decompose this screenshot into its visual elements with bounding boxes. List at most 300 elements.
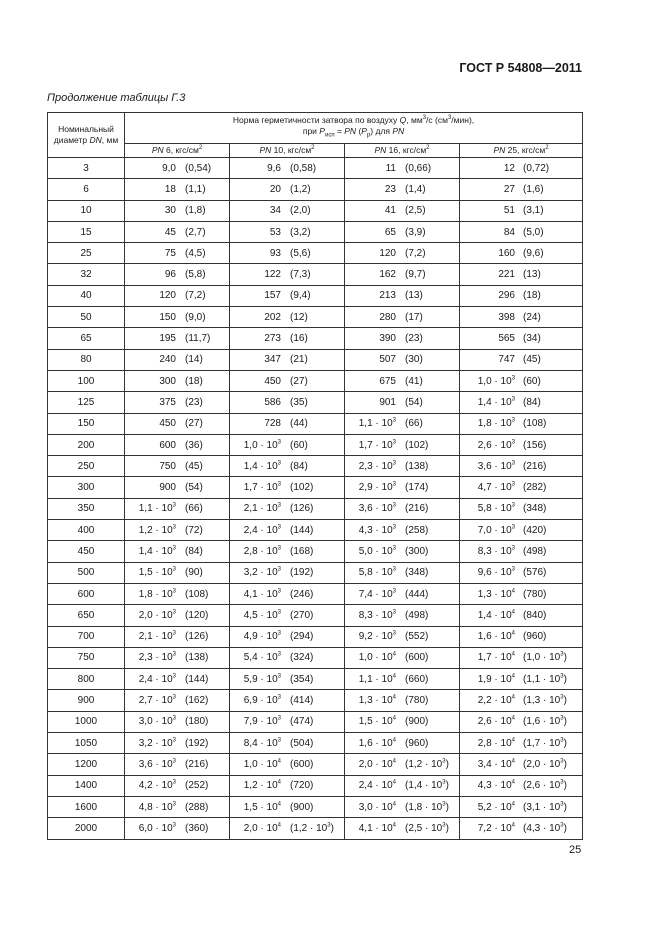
value-cell <box>125 626 230 647</box>
value-cell <box>345 413 460 434</box>
dn-cell: 350 <box>48 498 125 519</box>
table-row <box>48 796 583 817</box>
flow-cm3min: (84) <box>185 545 203 557</box>
table-row <box>48 264 583 285</box>
flow-mm3s: 450 <box>159 418 176 430</box>
value-cell <box>345 754 460 775</box>
table-row <box>48 413 583 434</box>
table-row <box>48 775 583 796</box>
flow-mm3s: $1,9 \cdot 10^4$ <box>477 673 515 685</box>
value-cell <box>125 818 230 839</box>
value-cell <box>460 711 583 732</box>
value-cell <box>460 221 583 242</box>
dn-cell: 500 <box>48 562 125 583</box>
value-cell <box>230 307 345 328</box>
value-cell <box>460 200 583 221</box>
value-cell <box>125 392 230 413</box>
flow-cm3min: (27) <box>290 375 308 387</box>
flow-mm3s: $7,0 \cdot 10^3$ <box>477 524 515 536</box>
value-cell <box>345 711 460 732</box>
flow-mm3s: 213 <box>379 290 396 302</box>
dn-cell: 250 <box>48 456 125 477</box>
table-row <box>48 243 583 264</box>
flow-mm3s: 12 <box>503 162 515 174</box>
table-row <box>48 562 583 583</box>
flow-cm3min: (44) <box>290 418 308 430</box>
flow-mm3s: $7,4 \cdot 10^3$ <box>358 588 396 600</box>
flow-cm3min: (324) <box>290 652 314 664</box>
value-cell <box>460 456 583 477</box>
dn-cell: 25 <box>48 243 125 264</box>
value-cell <box>230 264 345 285</box>
flow-mm3s: $5,9 \cdot 10^3$ <box>243 673 281 685</box>
flow-mm3s: 30 <box>164 205 176 217</box>
flow-mm3s: $4,7 \cdot 10^3$ <box>477 481 515 494</box>
flow-cm3min: (66) <box>185 503 203 515</box>
value-cell <box>345 583 460 604</box>
flow-cm3min: (45) <box>523 354 541 366</box>
flow-cm3min: (60) <box>290 439 308 451</box>
value-cell <box>125 541 230 562</box>
value-cell <box>125 307 230 328</box>
flow-cm3min: (0,54) <box>185 162 212 174</box>
table-row <box>48 498 583 519</box>
value-cell <box>460 434 583 455</box>
value-cell <box>230 200 345 221</box>
flow-mm3s: 20 <box>269 183 281 195</box>
flow-cm3min: $(1,8 \cdot 10^3)$ <box>405 801 449 813</box>
flow-cm3min: (21) <box>290 354 308 366</box>
flow-cm3min: (180) <box>185 716 209 728</box>
column-header-pn25: PN 25, кгс/$см^2$ <box>460 144 583 158</box>
flow-mm3s: $1,3 \cdot 10^4$ <box>358 694 396 707</box>
value-cell <box>230 434 345 455</box>
value-cell <box>345 328 460 349</box>
flow-cm3min: $(1,4 \cdot 10^3)$ <box>405 779 449 792</box>
table-continuation-caption: Продолжение таблицы Г.3 <box>47 92 186 104</box>
value-cell <box>345 221 460 242</box>
value-cell <box>460 179 583 200</box>
flow-cm3min: (156) <box>523 439 547 451</box>
dn-cell: 700 <box>48 626 125 647</box>
flow-mm3s: $4,3 \cdot 10^3$ <box>358 524 396 536</box>
flow-cm3min: (7,3) <box>290 269 311 281</box>
flow-mm3s: $2,4 \cdot 10^3$ <box>138 673 176 685</box>
flow-mm3s: $1,4 \cdot 10^3$ <box>138 545 176 557</box>
flow-mm3s: 273 <box>264 333 281 345</box>
flow-cm3min: (102) <box>405 439 429 451</box>
value-cell <box>230 179 345 200</box>
flow-mm3s: 41 <box>384 205 396 217</box>
flow-cm3min: (414) <box>290 695 314 707</box>
flow-mm3s: 195 <box>159 333 176 345</box>
value-cell <box>230 413 345 434</box>
value-cell <box>460 541 583 562</box>
flow-mm3s: 150 <box>159 311 176 323</box>
flow-cm3min: (282) <box>523 482 547 494</box>
flow-cm3min: (13) <box>405 290 423 302</box>
flow-cm3min: $(1,2 \cdot 10^3)$ <box>405 758 449 770</box>
table-row <box>48 733 583 754</box>
value-cell <box>460 328 583 349</box>
dn-cell: 600 <box>48 583 125 604</box>
flow-cm3min: (900) <box>290 801 314 813</box>
dn-cell: 450 <box>48 541 125 562</box>
flow-cm3min: (84) <box>523 396 541 408</box>
value-cell <box>230 349 345 370</box>
value-cell <box>125 200 230 221</box>
flow-cm3min: $(2,6 \cdot 10^3)$ <box>523 779 567 792</box>
flow-cm3min: (216) <box>523 460 547 472</box>
flow-cm3min: (120) <box>185 609 209 621</box>
dn-cell: 10 <box>48 200 125 221</box>
value-cell <box>125 370 230 391</box>
flow-mm3s: 202 <box>264 311 281 323</box>
flow-mm3s: $1,6 \cdot 10^4$ <box>358 737 396 749</box>
flow-mm3s: $3,6 \cdot 10^3$ <box>477 460 515 472</box>
value-cell <box>460 733 583 754</box>
value-cell <box>230 711 345 732</box>
flow-mm3s: $1,5 \cdot 10^4$ <box>243 801 281 813</box>
value-cell <box>345 158 460 179</box>
flow-cm3min: (576) <box>523 567 547 579</box>
dn-cell: 6 <box>48 179 125 200</box>
dn-cell: 750 <box>48 647 125 668</box>
table-row <box>48 541 583 562</box>
flow-mm3s: 122 <box>264 269 281 281</box>
flow-cm3min: (168) <box>290 545 314 557</box>
flow-cm3min: (102) <box>290 482 314 494</box>
dn-cell: 65 <box>48 328 125 349</box>
flow-cm3min: (1,6) <box>523 183 544 195</box>
flow-mm3s: $2,3 \cdot 10^3$ <box>138 652 176 664</box>
value-cell <box>345 392 460 413</box>
dn-cell: 40 <box>48 285 125 306</box>
value-cell <box>345 541 460 562</box>
flow-cm3min: (444) <box>405 588 429 600</box>
flow-mm3s: 84 <box>503 226 515 238</box>
flow-cm3min: (780) <box>405 695 429 707</box>
flow-cm3min: (18) <box>523 290 541 302</box>
flow-cm3min: (840) <box>523 609 547 621</box>
value-cell <box>230 328 345 349</box>
table-row <box>48 647 583 668</box>
flow-cm3min: (9,0) <box>185 311 206 323</box>
flow-mm3s: $1,8 \cdot 10^3$ <box>477 417 515 430</box>
flow-mm3s: $2,0 \cdot 10^3$ <box>138 609 176 621</box>
value-cell <box>460 562 583 583</box>
flow-cm3min: (23) <box>405 333 423 345</box>
flow-cm3min: (35) <box>290 396 308 408</box>
flow-cm3min: $(2,5 \cdot 10^3)$ <box>405 822 449 834</box>
value-cell <box>345 434 460 455</box>
value-cell <box>230 818 345 839</box>
flow-cm3min: (126) <box>185 631 209 643</box>
flow-cm3min: (1,2) <box>290 183 311 195</box>
flow-cm3min: (174) <box>405 482 429 494</box>
dn-cell: 200 <box>48 434 125 455</box>
flow-cm3min: (3,1) <box>523 205 544 217</box>
table-row <box>48 583 583 604</box>
value-cell <box>460 605 583 626</box>
flow-mm3s: $1,8 \cdot 10^3$ <box>138 588 176 600</box>
value-cell <box>230 370 345 391</box>
flow-cm3min: (3,2) <box>290 226 311 238</box>
flow-mm3s: 120 <box>379 247 396 259</box>
table-row <box>48 456 583 477</box>
value-cell <box>230 158 345 179</box>
flow-mm3s: $1,0 \cdot 10^4$ <box>358 652 396 664</box>
document-code: ГОСТ Р 54808—2011 <box>459 61 582 75</box>
dn-cell: 1000 <box>48 711 125 732</box>
flow-cm3min: (2,7) <box>185 226 206 238</box>
flow-mm3s: $1,3 \cdot 10^4$ <box>477 588 515 600</box>
flow-mm3s: 93 <box>269 247 281 259</box>
value-cell <box>460 626 583 647</box>
value-cell <box>230 669 345 690</box>
value-cell <box>230 775 345 796</box>
flow-mm3s: 900 <box>159 482 176 494</box>
value-cell <box>230 647 345 668</box>
flow-mm3s: $1,7 \cdot 10^3$ <box>358 439 396 451</box>
flow-mm3s: 901 <box>379 396 396 408</box>
flow-cm3min: (90) <box>185 567 203 579</box>
flow-cm3min: (9,4) <box>290 290 311 302</box>
flow-mm3s: 157 <box>264 290 281 302</box>
value-cell <box>125 775 230 796</box>
flow-cm3min: (144) <box>185 673 209 685</box>
flow-mm3s: $4,9 \cdot 10^3$ <box>243 630 281 643</box>
flow-cm3min: $(1,1 \cdot 10^3)$ <box>523 673 567 685</box>
flow-cm3min: (18) <box>185 375 203 387</box>
flow-cm3min: (270) <box>290 609 314 621</box>
table-row <box>48 626 583 647</box>
flow-mm3s: 240 <box>159 354 176 366</box>
flow-cm3min: (960) <box>523 631 547 643</box>
flow-mm3s: $2,4 \cdot 10^3$ <box>243 524 281 536</box>
value-cell <box>460 754 583 775</box>
value-cell <box>125 647 230 668</box>
value-cell <box>460 520 583 541</box>
flow-mm3s: $2,3 \cdot 10^3$ <box>358 460 396 472</box>
flow-cm3min: (3,9) <box>405 226 426 238</box>
value-cell <box>345 307 460 328</box>
flow-cm3min: (0,66) <box>405 162 432 174</box>
page-number: 25 <box>569 844 582 856</box>
value-cell <box>125 477 230 498</box>
dn-cell: 32 <box>48 264 125 285</box>
flow-mm3s: $3,0 \cdot 10^4$ <box>358 801 396 813</box>
table-body <box>48 158 583 840</box>
flow-mm3s: $1,1 \cdot 10^3$ <box>138 503 176 515</box>
value-cell <box>230 221 345 242</box>
flow-cm3min: (7,2) <box>185 290 206 302</box>
dn-cell: 125 <box>48 392 125 413</box>
value-cell <box>345 200 460 221</box>
flow-cm3min: (14) <box>185 354 203 366</box>
flow-cm3min: (2,5) <box>405 205 426 217</box>
value-cell <box>460 796 583 817</box>
table-row <box>48 520 583 541</box>
flow-cm3min: (11,7) <box>185 333 211 345</box>
table-row <box>48 200 583 221</box>
column-group-header: Норма герметичности затвора по воздуху Q, $мм^3/с$ $(см^3/мин)$, при $P_{исп}$ = PN $(P_р)$ для PN <box>125 113 583 144</box>
flow-cm3min: (288) <box>185 801 209 813</box>
flow-mm3s: $1,0 \cdot 10^3$ <box>477 375 515 387</box>
table-row <box>48 690 583 711</box>
flow-mm3s: $4,1 \cdot 10^4$ <box>358 822 396 834</box>
value-cell <box>125 243 230 264</box>
flow-cm3min: (7,2) <box>405 247 426 259</box>
table-row <box>48 307 583 328</box>
flow-cm3min: (108) <box>185 588 209 600</box>
dn-cell: 3 <box>48 158 125 179</box>
flow-mm3s: $1,2 \cdot 10^4$ <box>243 779 281 792</box>
flow-mm3s: $9,6 \cdot 10^3$ <box>477 566 515 579</box>
value-cell <box>125 221 230 242</box>
flow-mm3s: $5,2 \cdot 10^4$ <box>477 801 515 813</box>
flow-cm3min: (41) <box>405 375 423 387</box>
flow-cm3min: (192) <box>185 737 209 749</box>
value-cell <box>345 179 460 200</box>
flow-cm3min: (552) <box>405 631 429 643</box>
flow-cm3min: (246) <box>290 588 314 600</box>
flow-cm3min: $(1,6 \cdot 10^3)$ <box>523 716 567 728</box>
flow-mm3s: 9,0 <box>162 162 176 174</box>
flow-cm3min: $(1,3 \cdot 10^3)$ <box>523 694 567 707</box>
value-cell <box>345 370 460 391</box>
flow-cm3min: (108) <box>523 418 547 430</box>
value-cell <box>230 541 345 562</box>
flow-mm3s: 45 <box>164 226 176 238</box>
dn-cell: 1400 <box>48 775 125 796</box>
value-cell <box>460 349 583 370</box>
value-cell <box>345 690 460 711</box>
value-cell <box>460 477 583 498</box>
flow-mm3s: $2,9 \cdot 10^3$ <box>358 481 396 494</box>
value-cell <box>345 498 460 519</box>
flow-mm3s: $2,0 \cdot 10^4$ <box>358 758 396 770</box>
flow-cm3min: (30) <box>405 354 423 366</box>
flow-cm3min: (216) <box>185 758 209 770</box>
dn-cell: 1050 <box>48 733 125 754</box>
flow-mm3s: 75 <box>164 247 176 259</box>
flow-mm3s: $3,6 \cdot 10^3$ <box>358 503 396 515</box>
value-cell <box>345 775 460 796</box>
value-cell <box>125 520 230 541</box>
value-cell <box>460 285 583 306</box>
flow-cm3min: $(2,0 \cdot 10^3)$ <box>523 758 567 770</box>
dn-cell: 15 <box>48 221 125 242</box>
value-cell <box>230 796 345 817</box>
flow-mm3s: $2,6 \cdot 10^4$ <box>477 716 515 728</box>
flow-mm3s: $4,2 \cdot 10^3$ <box>138 779 176 792</box>
flow-cm3min: (126) <box>290 503 314 515</box>
flow-mm3s: $2,2 \cdot 10^4$ <box>477 694 515 707</box>
flow-mm3s: 96 <box>164 269 176 281</box>
flow-cm3min: (9,6) <box>523 247 544 259</box>
flow-cm3min: (54) <box>405 396 423 408</box>
value-cell <box>230 456 345 477</box>
flow-cm3min: (348) <box>405 567 429 579</box>
table-row <box>48 158 583 179</box>
value-cell <box>125 328 230 349</box>
flow-mm3s: $1,6 \cdot 10^4$ <box>477 630 515 643</box>
value-cell <box>345 733 460 754</box>
flow-mm3s: 34 <box>269 205 281 217</box>
flow-mm3s: 375 <box>159 396 176 408</box>
value-cell <box>125 349 230 370</box>
dn-cell: 1600 <box>48 796 125 817</box>
flow-mm3s: 27 <box>503 183 515 195</box>
value-cell <box>230 498 345 519</box>
value-cell <box>460 775 583 796</box>
flow-mm3s: $2,7 \cdot 10^3$ <box>138 694 176 707</box>
flow-mm3s: $1,4 \cdot 10^3$ <box>243 460 281 472</box>
value-cell <box>125 434 230 455</box>
flow-mm3s: $1,5 \cdot 10^4$ <box>358 716 396 728</box>
flow-mm3s: 53 <box>269 226 281 238</box>
table-row <box>48 818 583 839</box>
flow-cm3min: (16) <box>290 333 308 345</box>
flow-cm3min: (0,72) <box>523 162 550 174</box>
flow-mm3s: $2,4 \cdot 10^4$ <box>358 779 396 792</box>
flow-mm3s: $2,0 \cdot 10^4$ <box>243 822 281 834</box>
value-cell <box>230 583 345 604</box>
flow-cm3min: (900) <box>405 716 429 728</box>
table-row <box>48 434 583 455</box>
flow-cm3min: (420) <box>523 524 547 536</box>
flow-cm3min: $(3,1 \cdot 10^3)$ <box>523 801 567 813</box>
flow-mm3s: $6,0 \cdot 10^3$ <box>138 822 176 834</box>
flow-cm3min: (4,5) <box>185 247 206 259</box>
value-cell <box>125 605 230 626</box>
flow-mm3s: 600 <box>159 439 176 451</box>
flow-cm3min: (162) <box>185 695 209 707</box>
flow-mm3s: 51 <box>503 205 515 217</box>
flow-cm3min: (600) <box>290 758 314 770</box>
value-cell <box>460 647 583 668</box>
flow-mm3s: 18 <box>164 183 176 195</box>
column-header-pn6: PN 6, кгс/$см^2$ <box>125 144 230 158</box>
flow-cm3min: (252) <box>185 780 209 792</box>
flow-mm3s: 11 <box>385 162 396 174</box>
flow-mm3s: $8,4 \cdot 10^3$ <box>243 737 281 749</box>
flow-mm3s: 160 <box>498 247 515 259</box>
flow-mm3s: $2,1 \cdot 10^3$ <box>138 630 176 643</box>
value-cell <box>230 477 345 498</box>
flow-mm3s: $2,1 \cdot 10^3$ <box>243 503 281 515</box>
value-cell <box>345 349 460 370</box>
flow-mm3s: $8,3 \cdot 10^3$ <box>358 609 396 621</box>
flow-mm3s: 296 <box>498 290 515 302</box>
flow-mm3s: 390 <box>379 333 396 345</box>
flow-mm3s: 347 <box>264 354 281 366</box>
value-cell <box>230 392 345 413</box>
value-cell <box>125 456 230 477</box>
value-cell <box>230 285 345 306</box>
value-cell <box>125 413 230 434</box>
flow-mm3s: 9,6 <box>267 162 281 174</box>
dn-cell: 50 <box>48 307 125 328</box>
flow-cm3min: (24) <box>523 311 541 323</box>
value-cell <box>125 796 230 817</box>
flow-mm3s: $1,0 \cdot 10^4$ <box>243 758 281 770</box>
value-cell <box>125 669 230 690</box>
value-cell <box>345 520 460 541</box>
value-cell <box>460 818 583 839</box>
value-cell <box>125 285 230 306</box>
